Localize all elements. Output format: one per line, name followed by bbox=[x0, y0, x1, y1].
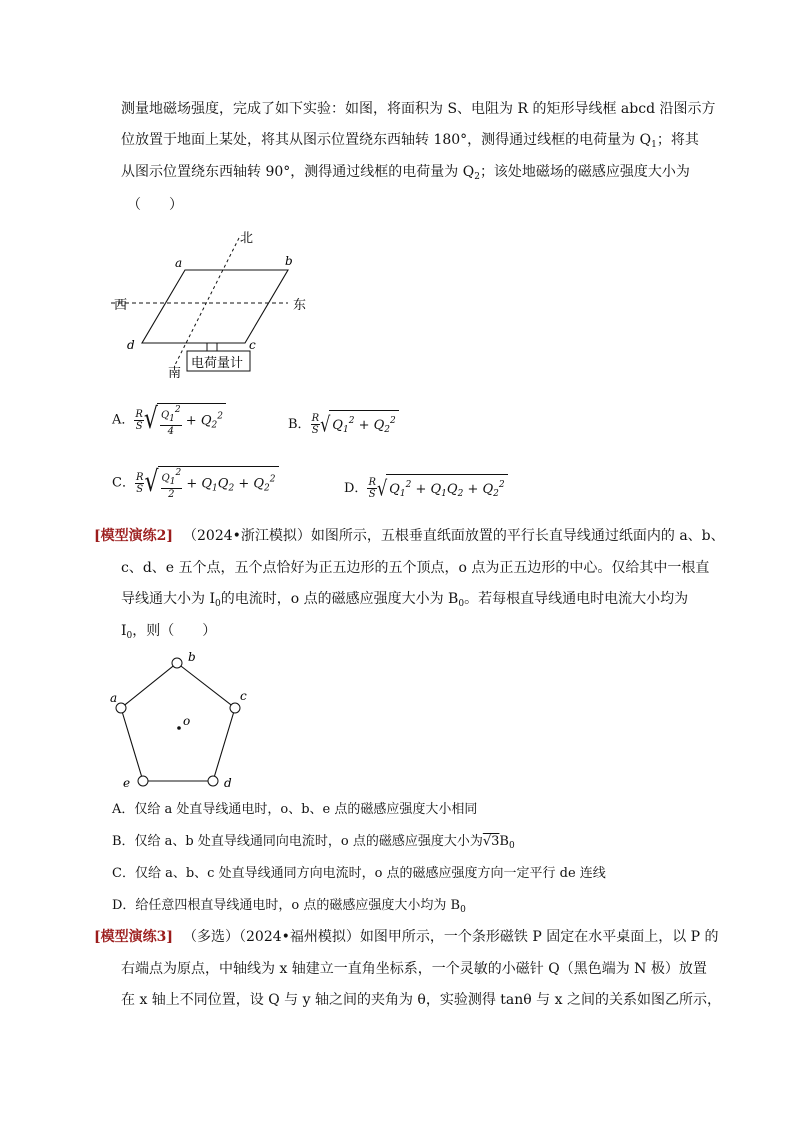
q1-option-a[interactable]: A． $\frac{R}{S}$ √ $\frac{Q12}{4}$ + $Q_2^2$ bbox=[112, 403, 226, 437]
q3-line-2: 右端点为原点，中轴线为 x 轴建立一直角坐标系，一个灵敏的小磁针 Q（黑色端为 N 极）放置 bbox=[121, 961, 707, 977]
vertex-b: b bbox=[285, 254, 293, 268]
q2-line-3: 导线通大小为 $I_0$的电流时，o 点的磁感应强度大小为 $B_0$。若每根直导线通电时电流大小均为 bbox=[121, 591, 689, 609]
coil-figure bbox=[105, 225, 320, 385]
pentagon-outline bbox=[121, 663, 235, 781]
wire-e bbox=[138, 776, 148, 786]
q1-line-3: 从图示位置绕东西轴转 90°，测得通过线框的电荷量为 $Q_2$；该处地磁场的磁感应强度大小为 bbox=[121, 164, 690, 182]
label-b: b bbox=[188, 650, 196, 664]
q1-option-c[interactable]: C． $\frac{R}{S}$ √ $\frac{Q12}{2}$ + $Q_1Q_2 + Q_2^2$ bbox=[112, 466, 279, 500]
q1-answer-paren: （ ） bbox=[127, 197, 183, 213]
q2-line-4: $I_0$，则（ ） bbox=[121, 623, 217, 641]
label-west: 西 bbox=[114, 298, 128, 313]
q2-line-2: c、d、e 五个点，五个点恰好为正五边形的五个顶点，o 点为正五边形的中心。仅给其中一根直 bbox=[121, 560, 710, 576]
q2-option-d[interactable]: D．给任意四根直导线通电时，o 点的磁感应强度大小均为 $B_0$ bbox=[112, 898, 466, 915]
label-o: o bbox=[183, 714, 191, 728]
label-south: 南 bbox=[168, 366, 182, 381]
q2-option-b[interactable]: B．仅给 a、b 处直导线通同向电流时，o 点的磁感应强度大小为$√3B_0$ bbox=[112, 834, 515, 851]
coil-frame bbox=[142, 270, 288, 343]
charge-meter-label: 电荷量计 bbox=[191, 356, 244, 371]
q3-line-1: [模型演练3] （多选）（2024•福州模拟）如图甲所示，一个条形磁铁 P 固定在水平桌面上，以 P 的 bbox=[94, 929, 719, 945]
center-point-o bbox=[177, 726, 181, 730]
q3-line-3: 在 x 轴上不同位置，设 Q 与 y 轴之间的夹角为 θ，实验测得 tanθ 与 x 之间的关系如图乙所示， bbox=[121, 992, 721, 1008]
q2-option-c[interactable]: C．仅给 a、b、c 处直导线通同方向电流时，o 点的磁感应强度方向一定平行 de 连线 bbox=[112, 866, 606, 881]
label-d: d bbox=[224, 776, 232, 790]
q2-line-1: [模型演练2] （2024•浙江模拟）如图所示，五根垂直纸面放置的平行长直导线通过纸面内的 a、b、 bbox=[94, 528, 725, 544]
label-east: 东 bbox=[293, 298, 307, 313]
q1-option-d[interactable]: D． $\frac{R}{S}$ √ $Q_1^2 + Q_1Q_2 + Q_2^2$ bbox=[344, 474, 508, 503]
label-e: e bbox=[123, 776, 131, 790]
label-c: c bbox=[240, 689, 247, 703]
wire-c bbox=[230, 703, 240, 713]
q1-line-1: 测量地磁场强度，完成了如下实验：如图，将面积为 S、电阻为 R 的矩形导线框 abcd 沿图示方 bbox=[121, 101, 716, 117]
pentagon-figure bbox=[105, 645, 255, 795]
label-north: 北 bbox=[240, 231, 254, 246]
q2-tag: [模型演练2] bbox=[94, 528, 173, 544]
wire-b bbox=[172, 658, 182, 668]
vertex-c: c bbox=[249, 338, 256, 352]
vertex-d: d bbox=[127, 338, 135, 352]
q2-option-a[interactable]: A．仅给 a 处直导线通电时，o、b、e 点的磁感应强度大小相同 bbox=[112, 802, 478, 817]
label-a: a bbox=[110, 691, 118, 705]
wire-a bbox=[116, 703, 126, 713]
wire-d bbox=[208, 776, 218, 786]
q3-tag: [模型演练3] bbox=[94, 929, 173, 945]
q1-option-b[interactable]: B． $\frac{R}{S}$ √ $Q_1^2 + Q_2^2$ bbox=[288, 410, 399, 439]
q1-line-2: 位放置于地面上某处，将其从图示位置绕东西轴转 180°，测得通过线框的电荷量为 $Q_1$；将其 bbox=[121, 132, 699, 150]
vertex-a: a bbox=[175, 256, 183, 270]
